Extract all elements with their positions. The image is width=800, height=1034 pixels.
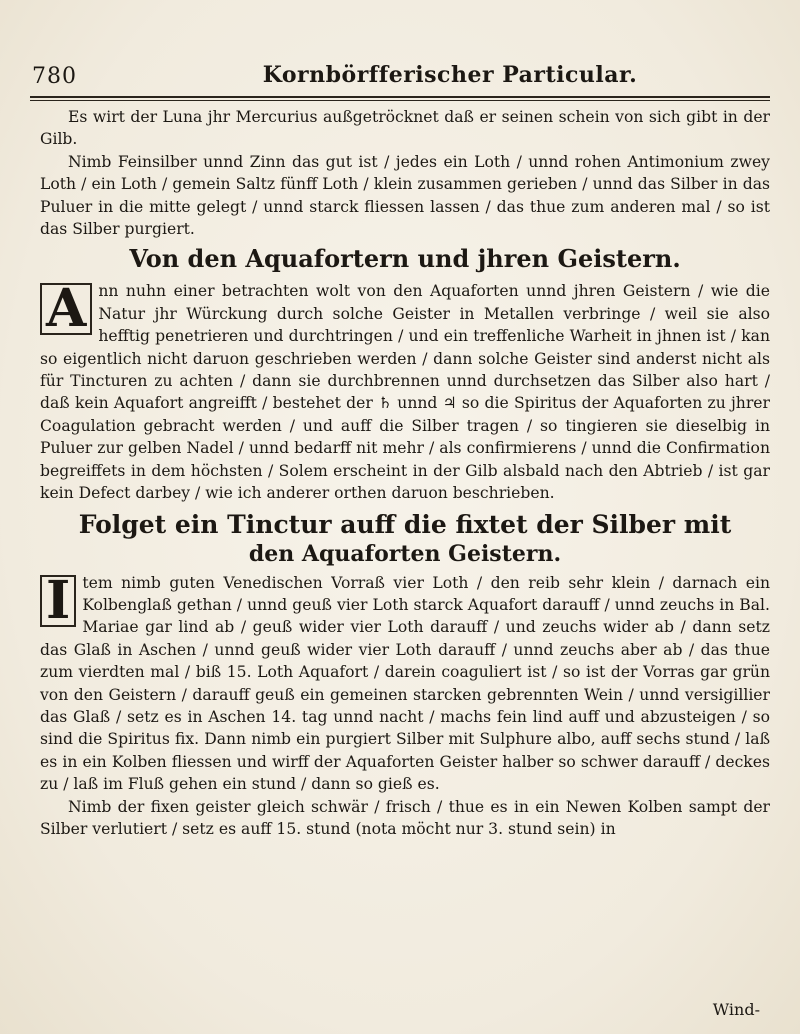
- paragraph-3: [40, 280, 770, 504]
- body-text: [40, 106, 770, 840]
- header-rule-thin: [30, 100, 770, 101]
- paragraph-4: [40, 569, 770, 796]
- paragraph-1: Es wirt der Luna jhr Mercurius außgetröcknet daß er seinen schein von sich gibt in der Gilb.: [40, 108, 770, 149]
- drop-cap-a: A: [40, 283, 92, 335]
- page-number: 780: [32, 64, 77, 89]
- drop-cap-i: I: [40, 575, 76, 627]
- paragraph-5: Nimb der fixen geister gleich schwär / frisch / thue es in ein Newen Kolben sampt der Silber verlutiert / setz es auff 15. stund (nota möcht nur 3. stund sein) in: [40, 797, 770, 838]
- section-heading-tinctur: Folget ein Tinctur auff die fixtet der Silber mit: [78, 509, 732, 539]
- section-heading-aquaforten: Von den Aquafortern und jhren Geistern.: [129, 244, 681, 274]
- section-heading-tinctur-line2: den Aquaforten Geistern.: [248, 540, 562, 567]
- header-rule: [30, 96, 770, 98]
- page-header: [30, 62, 770, 92]
- paragraph-4-text: tem nimb guten Venedischen Vorraß vier Loth / den reib sehr klein / darnach ein Kolbenglaß gethan / unnd geuß vier Loth starck Aquafort darauff / unnd zeuchs in Bal. Mariae gar lind ab / geuß wider vier Loth darauff / und zeuchs wider ab / dann setz das Glaß in Aschen / unnd geuß wider vier Loth darauff / unnd zeuchs aber ab / das thue zum vierdten mal / biß 15. Loth Aquafort / darein coaguliert ist / so ist der Vorras gar grün von den Geistern / darauff geuß ein gemeinen starcken gebrennten Wein / unnd versigillier das Glaß / setz es in Aschen 14. tag unnd nacht / machs fein lind auff und abzusteigen / so sind die Spiritus fix. Dann nimb ein purgiert Silber mit Sulphure albo, auff sechs stund / laß es in ein Kolben fliessen und wirff der Aquaforten Geister halber so schwer darauff / deckes zu / laß im Fluß gehen ein stund / dann so gieß es.: [40, 573, 770, 794]
- paragraph-2: Nimb Feinsilber unnd Zinn das gut ist / jedes ein Loth / unnd rohen Antimonium zwey Loth / ein Loth / gemein Saltz fünff Loth / klein zusammen gerieben / unnd das Silber in das Puluer in die mitte gelegt / unnd starck fliessen lassen / das thue zum anderen mal / so ist das Silber purgiert.: [40, 152, 770, 239]
- catchword: Wind-: [712, 1000, 760, 1019]
- paragraph-3-text: nn nuhn einer betrachten wolt von den Aquaforten unnd jhren Geistern / wie die Natur jhr Würckung durch solche Geister in Metallen verbringe / weil sie also hefftig penetrieren und durchtringen / und ein treffenliche Warheit in jhnen ist / kan so eigentlich nicht daruon geschrieben werden / dann solche Geister sind anderst nicht als für Tincturen zu achten / dann sie durchbrennen unnd durchsetzen das Silber also hart / daß kein Aquafort angreifft / bestehet der ♄ unnd ♃ so die Spiritus der Aquaforten zu jhrer Coagulation gebracht werden / und auff die Silber tragen / so tingieren sie dieselbig in Puluer zur gelben Nadel / unnd bedarff nit mehr / als confirmierens / unnd die Confirmation begreiffets in dem höchsten / Solem erscheint in der Gilb alsbald nach den Abtrieb / ist gar kein Defect darbey / wie ich anderer orthen daruon beschrieben.: [40, 282, 770, 503]
- running-title: Kornbörfferischer Particular.: [262, 62, 638, 88]
